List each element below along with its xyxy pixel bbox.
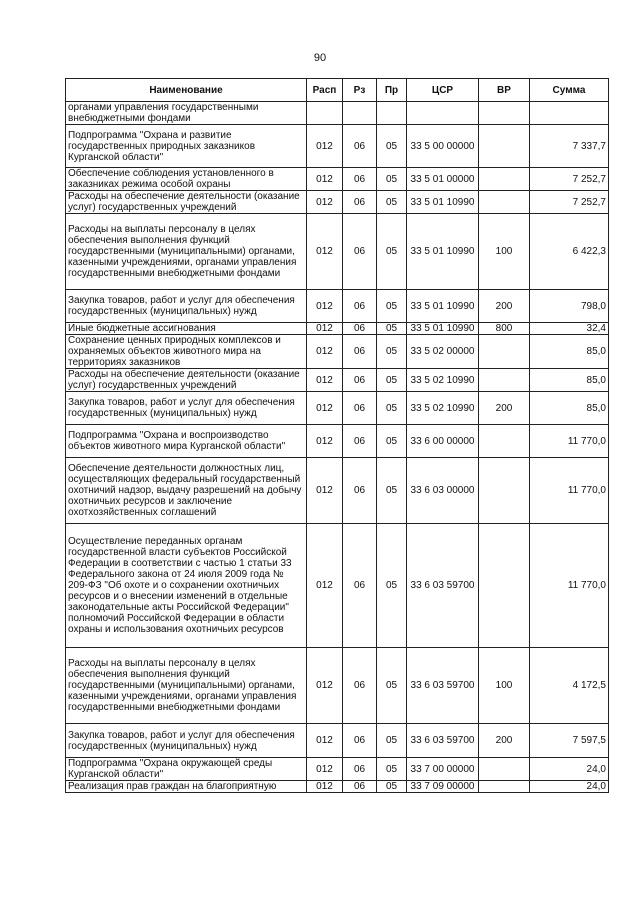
cell-name: Сохранение ценных природных комплексов и охраняемых объектов животного мира на территориях заказников [66,335,307,369]
cell-rasp: 012 [307,724,343,758]
cell-sum: 11 770,0 [530,524,609,648]
cell-name: Расходы на обеспечение деятельности (оказание услуг) государственных учреждений [66,369,307,392]
cell-rz: 06 [343,458,377,524]
cell-rz: 06 [343,290,377,323]
table-row [66,168,609,191]
cell-sum: 7 252,7 [530,191,609,214]
table-row [66,369,609,392]
cell-rasp: 012 [307,323,343,335]
cell-vr [479,524,530,648]
cell-csr: 33 5 01 10990 [407,323,479,335]
cell-rasp: 012 [307,335,343,369]
cell-rz: 06 [343,758,377,781]
cell-name: Иные бюджетные ассигнования [66,323,307,335]
cell-sum: 6 422,3 [530,214,609,290]
cell-vr [479,425,530,458]
cell-csr: 33 6 00 00000 [407,425,479,458]
table-body [66,102,609,793]
cell-pr: 05 [377,758,407,781]
table-header-row [66,79,609,102]
cell-vr [479,781,530,793]
cell-rz: 06 [343,214,377,290]
cell-name: Обеспечение соблюдения установленного в заказниках режима особой охраны [66,168,307,191]
cell-pr: 05 [377,392,407,425]
cell-vr [479,102,530,125]
cell-rasp: 012 [307,214,343,290]
cell-rasp: 012 [307,758,343,781]
cell-name: Подпрограмма "Охрана и развитие государственных природных заказников Курганской области" [66,125,307,168]
cell-csr: 33 6 03 59700 [407,524,479,648]
cell-csr: 33 7 09 00000 [407,781,479,793]
cell-rasp: 012 [307,369,343,392]
cell-rasp: 012 [307,290,343,323]
cell-pr: 05 [377,290,407,323]
cell-name: Подпрограмма "Охрана окружающей среды Курганской области" [66,758,307,781]
cell-name: Расходы на выплаты персоналу в целях обеспечения выполнения функций государственными (муниципальными) органами, казенными учреждениями, органами управления государственными внебюджетными фондами [66,214,307,290]
cell-csr: 33 7 00 00000 [407,758,479,781]
cell-csr: 33 5 01 10990 [407,290,479,323]
cell-vr [479,191,530,214]
cell-name: органами управления государственными внебюджетными фондами [66,102,307,125]
table-row [66,524,609,648]
cell-sum: 7 252,7 [530,168,609,191]
cell-name: Подпрограмма "Охрана и воспроизводство объектов животного мира Курганской области" [66,425,307,458]
cell-vr [479,168,530,191]
cell-csr: 33 6 03 59700 [407,648,479,724]
cell-rz: 06 [343,369,377,392]
cell-rz: 06 [343,425,377,458]
cell-name: Обеспечение деятельности должностных лиц, осуществляющих федеральный государственный охотничий надзор, выдачу разрешений на добычу охотничьих ресурсов и заключение охотхозяйственных соглашений [66,458,307,524]
cell-vr: 200 [479,392,530,425]
cell-sum [530,102,609,125]
cell-vr [479,369,530,392]
cell-name: Реализация прав граждан на благоприятную [66,781,307,793]
table-row [66,102,609,125]
cell-name: Закупка товаров, работ и услуг для обеспечения государственных (муниципальных) нужд [66,392,307,425]
cell-csr: 33 5 01 00000 [407,168,479,191]
cell-rz: 06 [343,781,377,793]
cell-rz: 06 [343,335,377,369]
cell-rz: 06 [343,524,377,648]
table-row [66,125,609,168]
cell-pr: 05 [377,168,407,191]
header-rasp: Расп [307,79,343,102]
cell-pr: 05 [377,648,407,724]
cell-vr [479,458,530,524]
cell-pr: 05 [377,214,407,290]
cell-sum: 24,0 [530,781,609,793]
cell-csr: 33 5 00 00000 [407,125,479,168]
cell-rz: 06 [343,648,377,724]
cell-rasp: 012 [307,781,343,793]
cell-pr: 05 [377,369,407,392]
header-rz: Рз [343,79,377,102]
cell-rasp: 012 [307,458,343,524]
cell-pr: 05 [377,323,407,335]
cell-pr: 05 [377,335,407,369]
cell-vr: 100 [479,648,530,724]
cell-sum: 7 337,7 [530,125,609,168]
cell-name: Расходы на обеспечение деятельности (оказание услуг) государственных учреждений [66,191,307,214]
cell-sum: 24,0 [530,758,609,781]
cell-pr: 05 [377,191,407,214]
cell-rz: 06 [343,125,377,168]
cell-rasp: 012 [307,648,343,724]
cell-csr: 33 5 02 10990 [407,369,479,392]
budget-table [65,78,609,793]
cell-rz: 06 [343,392,377,425]
cell-pr: 05 [377,425,407,458]
cell-vr: 200 [479,724,530,758]
cell-vr [479,758,530,781]
cell-pr [377,102,407,125]
cell-rasp: 012 [307,392,343,425]
table-row [66,323,609,335]
cell-rasp: 012 [307,191,343,214]
page-number: 90 [313,52,327,64]
cell-rasp: 012 [307,524,343,648]
cell-rz: 06 [343,191,377,214]
table-row [66,758,609,781]
cell-csr: 33 5 01 10990 [407,191,479,214]
cell-csr: 33 5 01 10990 [407,214,479,290]
cell-csr: 33 6 03 59700 [407,724,479,758]
table-row [66,191,609,214]
cell-name: Закупка товаров, работ и услуг для обеспечения государственных (муниципальных) нужд [66,290,307,323]
cell-name: Осуществление переданных органам государственной власти субъектов Российской Федерации в соответствии с частью 1 статьи 33 Федерального закона от 24 июля 2009 года № 209-ФЗ "Об охоте и о сохранении охотничьих ресурсов и о внесении изменений в отдельные законодательные акты Российской Федерации" полномочий Российской Федерации в области охраны и использования охотничьих ресурсов [66,524,307,648]
cell-name: Закупка товаров, работ и услуг для обеспечения государственных (муниципальных) нужд [66,724,307,758]
cell-sum: 11 770,0 [530,458,609,524]
header-vr: ВР [479,79,530,102]
table-row [66,781,609,793]
cell-csr: 33 5 02 00000 [407,335,479,369]
cell-rz [343,102,377,125]
cell-vr: 200 [479,290,530,323]
cell-sum: 7 597,5 [530,724,609,758]
cell-pr: 05 [377,458,407,524]
cell-sum: 4 172,5 [530,648,609,724]
cell-pr: 05 [377,724,407,758]
table-row [66,290,609,323]
header-sum: Сумма [530,79,609,102]
cell-vr: 800 [479,323,530,335]
cell-pr: 05 [377,125,407,168]
cell-rz: 06 [343,724,377,758]
cell-sum: 32,4 [530,323,609,335]
table-row [66,392,609,425]
header-csr: ЦСР [407,79,479,102]
table-row [66,648,609,724]
table-row [66,425,609,458]
table-row [66,724,609,758]
cell-rasp: 012 [307,425,343,458]
cell-csr: 33 5 02 10990 [407,392,479,425]
cell-rz: 06 [343,323,377,335]
table-row [66,335,609,369]
header-pr: Пр [377,79,407,102]
cell-pr: 05 [377,524,407,648]
cell-sum: 85,0 [530,335,609,369]
cell-vr: 100 [479,214,530,290]
header-name: Наименование [66,79,307,102]
cell-sum: 85,0 [530,369,609,392]
cell-rasp [307,102,343,125]
cell-vr [479,335,530,369]
cell-rasp: 012 [307,168,343,191]
cell-sum: 11 770,0 [530,425,609,458]
cell-csr: 33 6 03 00000 [407,458,479,524]
cell-name: Расходы на выплаты персоналу в целях обеспечения выполнения функций государственными (муниципальными) органами, казенными учреждениями, органами управления государственными внебюджетными фондами [66,648,307,724]
cell-sum: 798,0 [530,290,609,323]
table-row [66,214,609,290]
cell-pr: 05 [377,781,407,793]
cell-sum: 85,0 [530,392,609,425]
cell-csr [407,102,479,125]
cell-vr [479,125,530,168]
table-row [66,458,609,524]
cell-rasp: 012 [307,125,343,168]
cell-rz: 06 [343,168,377,191]
